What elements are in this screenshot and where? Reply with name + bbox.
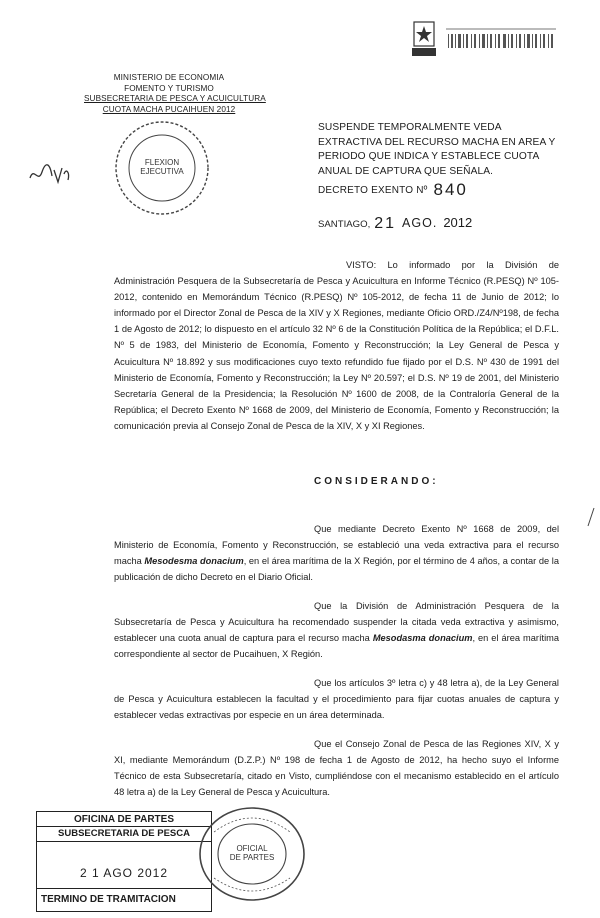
visto-text: VISTO: Lo informado por la División de Administración Pesquera de la Subsecretaría de Pesca y Acuicultura en Informe Técnico (R.PESQ) Nº 105-2012, contenido en Memorándum Técnico (R.PESQ) Nº 105-2012, de fecha 11 de Junio de 2012; lo informado por el Director Zonal de Pesca de la XIV y X Regiones, mediante Oficio ORD./Z4/Nº198, de fecha 1 de Agosto de 2012; lo dispuesto en el artículo 32 Nº 6 de la Constitución Política de la República; el D.F.L. Nº 5 de 1983, del Ministerio de Economía, Fomento y Reconstrucción; la Ley General de Pesca y Acuicultura Nº 18.892 y sus modificaciones cuyo texto refundido fue fijado por el D.S. Nº 430 de 1991 del Ministerio de Economía, Fomento y Reconstrucción; la Ley Nº 20.597; el D.S. Nº 19 de 2001, del Ministerio Secretaría General de la Presidencia; la Resolución Nº 1600 de 2008, de la Contraloría General de la República; el Decreto Exento Nº 1668 de 2009, del Ministerio de Economía, Fomento y Reconstrucción; la comunicación previa al Consejo Zonal de Pesca de la XIV, X y XI Regiones. [114, 260, 559, 431]
document-title: SUSPENDE TEMPORALMENTE VEDA EXTRACTIVA DEL RECURSO MACHA EN AREA Y PERIODO QUE INDICA Y ESTABLECE CUOTA ANUAL DE CAPTURA QUE SEÑALA. [318, 122, 556, 177]
p1-text-a: Que mediante Decreto Exento Nº 1668 de 2009, del Ministerio de Economía, Fomento y Reconstrucción, se estableció una veda extractiva para el recurso macha [114, 524, 559, 567]
visto-paragraph [114, 257, 559, 434]
date-year: 2012 [443, 215, 473, 230]
termino-tramitacion-box [36, 888, 212, 912]
date-city: SANTIAGO, [318, 219, 371, 230]
margin-mark [586, 506, 596, 533]
p2-text-b: , en el área marítima correspondiente al sector de Pucaihuen, X Región. [114, 633, 559, 660]
p2-text-a: Que la División de Administración Pesquera de la Subsecretaría de Pesca y Acuicultura ha recomendado suspender la citada veda extractiva y asimismo, establecer una cuota anual de captura para el recurso macha [114, 601, 559, 644]
considerando-paragraph-1 [114, 521, 559, 585]
header-line-4: CUOTA MACHA PUCAIHUEN 2012 [102, 104, 236, 114]
header-line-2: FOMENTO Y TURISMO [124, 83, 214, 93]
round-seal-bottom [196, 804, 308, 904]
p2-species: Mesodasma donacium [372, 633, 473, 644]
barcode [446, 28, 556, 58]
considerando-paragraph-3 [114, 675, 559, 723]
stamp-office-line1: OFICINA DE PARTES [37, 812, 211, 827]
date-line [318, 215, 472, 233]
decreto-label: DECRETO EXENTO Nº [318, 185, 428, 196]
p3-text: Que los artículos 3º letra c) y 48 letra a), de la Ley General de Pesca y Acuicultura establecen la facultad y el procedimiento para fijar cuotas anuales de captura y establecer vedas extractivas por especie en un área determinada. [114, 678, 559, 721]
stamp-office-line2: SUBSECRETARIA DE PESCA [37, 827, 211, 842]
decreto-number: 840 [433, 180, 468, 199]
seal-line1: OFICIAL [236, 844, 268, 853]
stamp-left-line1: FLEXION [144, 158, 180, 167]
stamp-office-date: 2 1 AGO 2012 [79, 866, 169, 880]
considerando-heading: CONSIDERANDO: [314, 476, 439, 487]
ministry-header [84, 73, 266, 115]
header-line-3: SUBSECRETARIA DE PESCA Y ACUICULTURA [84, 94, 266, 104]
handwritten-mark [28, 160, 72, 195]
p1-species: Mesodesma donacium [144, 556, 244, 567]
considerando-paragraph-4 [114, 736, 559, 800]
stamp-footer-label: TERMINO DE TRAMITACION [41, 894, 176, 905]
header-line-1: MINISTERIO DE ECONOMIA [113, 73, 225, 82]
decreto-line [318, 180, 468, 200]
date-month: AGO. [402, 216, 438, 230]
p1-text-b: , en el área marítima de la X Región, por el término de 4 años, a contar de la publicación de dicho Decreto en el Diario Oficial. [114, 556, 559, 583]
stamp-left-line2: EJECUTIVA [140, 167, 184, 176]
seal-line2: DE PARTES [229, 853, 275, 862]
chile-logo [410, 20, 438, 58]
p4-text: Que el Consejo Zonal de Pesca de las Regiones XIV, X y XI, mediante Memorándum (D.Z.P.) Nº 198 de fecha 1 de Agosto de 2012, ha hecho suyo el Informe Técnico de esta Subsecretaría, citado en Visto, cumpliéndose con el mecanismo establecido en el artículo 48 letra a) de la Ley General de Pesca y Acuicultura. [114, 739, 559, 798]
considerando-paragraph-2 [114, 598, 559, 662]
date-day: 21 [374, 215, 397, 232]
round-stamp-left [112, 118, 212, 218]
